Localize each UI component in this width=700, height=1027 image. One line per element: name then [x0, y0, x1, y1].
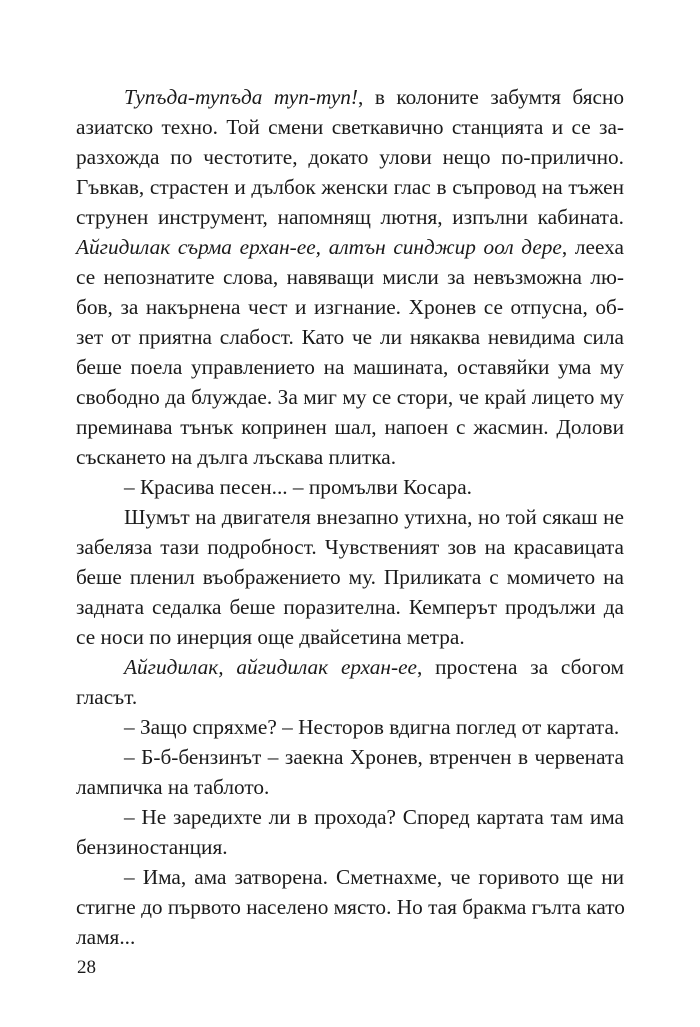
italic-text: Айгидилак, айгидилак ерхан-ее	[124, 655, 417, 679]
page-number: 28	[77, 957, 96, 978]
text-line	[76, 142, 624, 172]
text-run: , простена за сбогом	[417, 655, 624, 679]
text-run: стигне до първото населено място. Но тая бракма гълта като	[76, 895, 625, 919]
text-run: преминава тънък копринен шал, напоен с жасмин. Долови	[76, 415, 624, 439]
text-line	[76, 322, 624, 352]
text-run: забеляза тази подробност. Чувственият зов на красавицата	[76, 535, 624, 559]
text-line	[76, 262, 624, 292]
text-run: струнен инструмент, напомнящ лютня, изпълни кабината.	[76, 205, 624, 229]
text-run: , в колоните забумтя бясно	[358, 85, 624, 109]
text-run: – Красива песен... – промълви Косара.	[124, 475, 472, 499]
text-run: лампичка на таблото.	[76, 775, 270, 799]
paragraph	[76, 802, 624, 862]
text-line	[76, 802, 624, 832]
text-run: свободно да блуждае. За миг му се стори, че край лицето му	[76, 385, 624, 409]
text-run: – Защо спряхме? – Несторов вдигна поглед от картата.	[124, 715, 620, 739]
text-run: се носи по инерция още двайсетина метра.	[76, 625, 465, 649]
paragraph	[76, 472, 624, 502]
text-run: задната седалка беше поразителна. Кемперът продължи да	[76, 595, 624, 619]
text-line	[76, 622, 624, 652]
text-line	[76, 862, 624, 892]
text-line	[76, 742, 624, 772]
text-line	[76, 82, 624, 112]
text-line	[76, 502, 624, 532]
text-line	[76, 682, 624, 712]
text-run: беше поела управлението на машината, оставяйки ума му	[76, 355, 624, 379]
text-line	[76, 532, 624, 562]
text-line	[76, 472, 624, 502]
text-run: Гъвкав, страстен и дълбок женски глас в съпровод на тъжен	[76, 175, 624, 199]
text-line	[76, 652, 624, 682]
text-line	[76, 382, 624, 412]
text-run: – Б-б-бензинът – заекна Хронев, втренчен в червената	[124, 745, 624, 769]
text-line	[76, 352, 624, 382]
text-line	[76, 592, 624, 622]
paragraph	[76, 652, 624, 712]
book-page-text	[76, 82, 624, 952]
text-run: – Има, ама затворена. Сметнахме, че горивото ще ни	[124, 865, 624, 889]
text-line	[76, 442, 624, 472]
text-line	[76, 892, 624, 922]
text-run: , лееха	[561, 235, 624, 259]
text-run: съскането на дълга лъскава плитка.	[76, 445, 397, 469]
paragraph	[76, 742, 624, 802]
text-line	[76, 202, 624, 232]
text-line	[76, 832, 624, 862]
text-run: се непознатите слова, навяващи мисли за невъзможна лю-	[76, 265, 624, 289]
italic-text: Айгидилак сърма ерхан-ее, алтън синджир оол дере	[76, 235, 562, 259]
text-run: зет от приятна слабост. Като че ли някаква невидима сила	[76, 325, 624, 349]
text-run: гласът.	[76, 685, 138, 709]
text-run: бов, за накърнена чест и изгнание. Хронев се отпусна, об-	[76, 295, 624, 319]
text-run: Шумът на двигателя внезапно утихна, но той сякаш не	[124, 505, 624, 529]
paragraph	[76, 82, 624, 472]
text-run: разхожда по честотите, докато улови нещо по-прилично.	[76, 145, 624, 169]
text-line	[76, 772, 624, 802]
text-line	[76, 172, 624, 202]
text-line	[76, 232, 624, 262]
text-line	[76, 562, 624, 592]
italic-text: Тупъда-тупъда туп-туп!	[124, 85, 359, 109]
text-line	[76, 922, 624, 952]
text-line	[76, 112, 624, 142]
paragraph	[76, 712, 624, 742]
paragraph	[76, 502, 624, 652]
text-run: азиатско техно. Той смени светкавично станцията и се за-	[76, 115, 624, 139]
text-line	[76, 712, 624, 742]
paragraph	[76, 862, 624, 952]
text-run: бензиностанция.	[76, 835, 228, 859]
text-line	[76, 412, 624, 442]
text-run: – Не заредихте ли в прохода? Според картата там има	[124, 805, 624, 829]
text-run: беше пленил въображението му. Приликата с момичето на	[76, 565, 624, 589]
text-run: ламя...	[76, 925, 136, 949]
text-line	[76, 292, 624, 322]
